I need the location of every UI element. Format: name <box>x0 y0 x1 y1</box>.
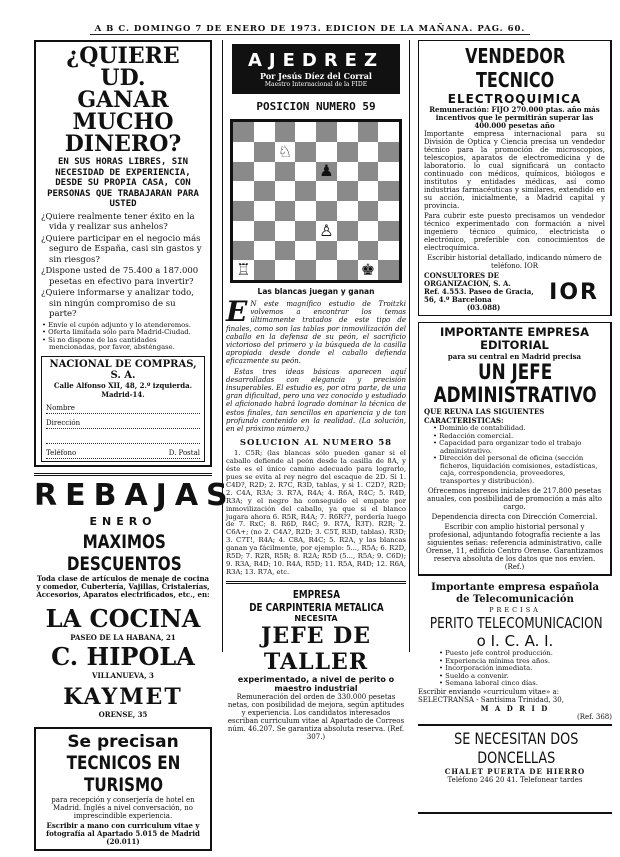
chess-square-h1 <box>378 260 399 280</box>
chess-square-g3 <box>358 221 379 241</box>
chess-square-e8 <box>316 122 337 142</box>
editorial-offer: Ofrecemos ingresos iniciales de 217.800 pesetas anuales, con posibilidad de promoción a más alto cargo. <box>426 487 603 511</box>
vendedor-ref: (03.088) <box>466 303 501 312</box>
chess-square-e2 <box>316 241 337 261</box>
taller-sub: experimentado, a nivel de perito o maestro industrial <box>237 674 395 693</box>
vendedor-subtitle: ELECTROQUIMICA <box>447 92 582 106</box>
chess-square-c1 <box>275 260 296 280</box>
chess-square-f1 <box>337 260 358 280</box>
turismo-contact: Escribir a mano con curriculum vitae y fotografía al Apartado 5.015 de Madrid (20.011) <box>46 820 200 846</box>
chess-square-e5 <box>316 181 337 201</box>
coupon-field-phone[interactable] <box>46 449 200 459</box>
chess-square-d2 <box>295 241 316 261</box>
chess-author: Por Jesús Díez del Corral <box>260 71 372 81</box>
ad-title-line: DINERO? <box>64 131 182 157</box>
column-right <box>418 40 612 814</box>
coupon <box>41 356 205 462</box>
telecom-req: • Experiencia mínima tres años. <box>438 658 612 666</box>
chess-square-a6 <box>233 162 254 182</box>
ad-vendedor-tecnico <box>418 40 612 316</box>
store-name: LA COCINA <box>45 603 201 633</box>
turismo-pre: Se precisan <box>67 731 179 752</box>
chess-intro: N este magnífico estudio de Troitzki volvemos a encontrar los temas últimamente tratados de este tipo de finales, como son las tablas por inmovilización del caballo en la defensa de su peón, el sacrificio victorioso del primero y la búsqueda de la casilla apropiada desde donde el caballo defienda eficazmente su peón. <box>226 300 406 366</box>
vendedor-pay: Remuneración: FIJO 270.000 ptas. año más incentivos que le permitirán superar las 400.000 pesetas año <box>429 105 600 130</box>
chess-square-h3 <box>378 221 399 241</box>
chess-caption: Las blancas juegan y ganan <box>257 287 375 296</box>
chess-square-c7 <box>275 142 296 162</box>
telecom-line3: PRECISA <box>489 606 541 614</box>
chess-square-f5 <box>337 181 358 201</box>
chess-square-c6 <box>275 162 296 182</box>
ad-question: ¿Dispone usted de 75.400 a 187.000 pesetas en efectivo para invertir? <box>41 266 199 287</box>
chess-square-g1 <box>358 260 379 280</box>
ad-question: ¿Quiere participar en el negocio más seguro de España, casi sin gastos y sin riesgos? <box>41 233 202 265</box>
chess-title: AJEDREZ <box>247 50 385 71</box>
chess-square-f6 <box>337 162 358 182</box>
chess-square-g6 <box>358 162 379 182</box>
chess-square-d5 <box>295 181 316 201</box>
editorial-contact: Escribir con amplio historial personal y profesional, adjuntando fotografía reciente a las siguientes señas: referencia administrativo, calle Orense, 11, edificio Centro Orense. Garantizamos reserva absoluta de los datos que nos envíen. (Ref.) <box>425 523 604 571</box>
chess-square-h2 <box>378 241 399 261</box>
telecom-req: • Semana laboral cinco días. <box>438 680 612 688</box>
editorial-req-title: QUE REUNA LAS SIGUIENTES CARACTERISTICAS: <box>424 407 545 425</box>
telecom-city: M A D R I D <box>480 703 550 713</box>
telecom-req: • Puesto jefe control producción. <box>438 650 612 658</box>
chess-square-b8 <box>254 122 275 142</box>
store-address: VILLANUEVA, 3 <box>92 670 154 680</box>
turismo-title: TECNICOS EN TURISMO <box>66 751 181 796</box>
chess-square-a5 <box>233 181 254 201</box>
rebajas-body: Toda clase de artículos de menaje de cocina y comedor, Cubertería, Vajillas, Cristalerías, Accesorios, Aparatos electrificados, etc., en: <box>36 573 210 599</box>
ior-logo: IOR <box>549 279 599 305</box>
chess-square-g8 <box>358 122 379 142</box>
chess-square-e3 <box>316 221 337 241</box>
ad-bullet: • Si no dispone de las cantidades mencionadas, por favor, absténgase. <box>41 337 205 352</box>
coupon-field-name[interactable]: Nombre <box>46 404 200 414</box>
chess-square-a8 <box>233 122 254 142</box>
postal-label: D. Postal <box>168 448 200 457</box>
chess-square-b3 <box>254 221 275 241</box>
ad-telecom <box>418 582 612 721</box>
chess-square-a2 <box>233 241 254 261</box>
chess-square-a7 <box>233 142 254 162</box>
chess-square-b5 <box>254 181 275 201</box>
rebajas-headline: MAXIMOS DESCUENTOS <box>66 530 182 575</box>
chess-square-f3 <box>337 221 358 241</box>
vendedor-address: Ref. 4.553. Paseo de Gracia, 56, 4.º Barcelona <box>424 287 534 304</box>
chess-square-d4 <box>295 201 316 221</box>
chess-square-h6 <box>378 162 399 182</box>
rebajas-month: ENERO <box>89 514 157 528</box>
turismo-body: para recepción y conserjería de hotel en Madrid. Inglés a nivel conversación, no imprescindible experiencia. <box>51 795 195 820</box>
rebajas-title: REBAJAS <box>34 477 236 513</box>
chess-square-d3 <box>295 221 316 241</box>
chess-square-f2 <box>337 241 358 261</box>
chess-square-f4 <box>337 201 358 221</box>
solution-text: 1. C5R; (las blancas sólo pueden ganar si el caballo defiende al peón desde la casilla de 8A, y éste es el único camino adecuado para lograrlo, pues se evita al rey negro del escaque de 2D. Si 1. C4D?, R2D; 2. R7C, R3D, tablas, y si 1. C2D?, R2D; 2. C4A, R3A; 3. R7A, R4A; 4. R6A, R4C; 5. R4D, R3A; y el negro ha conseguido el empate por inmovilización del caballo, ya que si el blanco jugara ahora 6. R5R, R4A; 7. R6R??, perdería luego de 7. RxC; 8. R6D, R4C; 9. R7A, R3T). R2R; 2. C6A+; (no 2. C4A?, R2D; 3. C5T, R3D, tablas). R3D; 3. C7T!, R4A; 4. C8A, R4C; 5. R2A, y las blancas ganan ya fácilmente, por ejemplo: 5..., R5A; 6. R2D, R5D; 7. R2R, R5R; 8. R2A; R5D (5..., R5A; 9. C6D); 9. R3A, R4D; 10. R4A, R5D; 11. R5A, R4D; 12. R6A, R3A; 13. R7A, etc. <box>226 449 406 576</box>
coupon-field-address[interactable]: Dirección <box>46 419 200 429</box>
ad-title-line: ¿QUIERE UD. <box>66 43 180 91</box>
column-left <box>34 40 236 857</box>
store-address: ORENSE, 35 <box>98 709 148 719</box>
chess-square-e4 <box>316 201 337 221</box>
chess-square-c2 <box>275 241 296 261</box>
solution-title: SOLUCION AL NUMERO 58 <box>239 438 393 449</box>
chess-square-b7 <box>254 142 275 162</box>
chess-square-g4 <box>358 201 379 221</box>
page-header: A B C. DOMINGO 7 DE ENERO DE 1973. EDICION DE LA MAÑANA. PAG. 60. <box>90 24 530 35</box>
editorial-req: • Dirección del personal de oficina (sección ficheros, liquidación comisiones, estadísticas, caja, correspondencia, proveedores, transportes y distribución). <box>432 455 605 485</box>
chess-square-h4 <box>378 201 399 221</box>
chess-square-c3 <box>275 221 296 241</box>
ad-question: ¿Quiere realmente tener éxito en la vida y realizar sus anhelos? <box>41 211 195 232</box>
chess-square-f8 <box>337 122 358 142</box>
phone-label: Teléfono <box>46 448 77 457</box>
chess-piece-e3: ♙ <box>319 220 334 240</box>
chess-board <box>230 119 402 283</box>
chess-square-e7 <box>316 142 337 162</box>
telecom-req: • Incorporación inmediata. <box>438 665 612 673</box>
position-title: POSICION NUMERO 59 <box>256 100 376 113</box>
editorial-headline: UN JEFE ADMINISTRATIVO <box>433 360 597 407</box>
editorial-dep: Dependencia directa con Dirección Comercial. <box>431 513 598 521</box>
ad-question: ¿Quiere informarse y analizar todo, sin ningún compromiso de su parte? <box>41 288 195 319</box>
coupon-company: NACIONAL DE COMPRAS, S. A. <box>49 358 197 381</box>
doncellas-sub: CHALET PUERTA DE HIERRO <box>444 766 586 776</box>
telecom-line2: de Telecomunicación <box>456 594 574 605</box>
store-name: C. HIPOLA <box>51 641 195 671</box>
chess-square-e1 <box>316 260 337 280</box>
chess-piece-g1: ♚ <box>360 260 376 280</box>
doncellas-phone: Teléfono 246 20 41. Telefonear tardes <box>447 775 583 784</box>
chess-author-title: Maestro Internacional de la FIDE <box>264 81 368 88</box>
chess-square-h7 <box>378 142 399 162</box>
store-address: PASEO DE LA HABANA, 21 <box>70 632 176 642</box>
chess-piece-c7: ♘ <box>277 141 293 161</box>
chess-banner <box>232 44 400 94</box>
ad-turismo <box>34 727 212 851</box>
chess-intro-2: Estas tres ideas básicas aparecen aquí desarrolladas con elegancia y precisión insuperables. El estudio es, por otra parte, de una gran dificultad, pero una vez conocido y estudiado el aficionado habrá logrado dominar la técnica de estos finales, tan sencillos en apariencia y de tan profundo contenido en la realidad. (La solución, en el próximo número.) <box>226 367 406 434</box>
vendedor-body-3: Escribir historial detallado, indicando número de teléfono. IOR <box>427 254 602 270</box>
telecom-contact: Escribir enviando «curriculum vitae» a: SELECTRANSA - Santísima Trinidad, 30, <box>418 687 564 704</box>
ad-title-line: GANAR MUCHO <box>72 87 174 135</box>
chess-square-c8 <box>275 122 296 142</box>
chess-square-c4 <box>275 201 296 221</box>
chess-square-d6 <box>295 162 316 182</box>
chess-square-d8 <box>295 122 316 142</box>
chess-square-d7 <box>295 142 316 162</box>
chess-square-b1 <box>254 260 275 280</box>
chess-square-b2 <box>254 241 275 261</box>
editorial-req: • Dominio de contabilidad. <box>432 425 605 433</box>
vendedor-title: VENDEDOR TECNICO <box>465 44 566 92</box>
store-name: KAYMET <box>63 683 183 710</box>
ad-jefe-taller <box>226 588 406 741</box>
taller-line2: DE CARPINTERIA METALICA <box>249 600 385 614</box>
ad-ganar-dinero <box>34 40 212 467</box>
vendedor-body-2: Para cubrir este puesto precisamos un vendedor técnico experimentado con formación a nivel ingeniero técnico químico, electricista o electrónico, preferible con conocimientos de electroquímica. <box>424 212 605 252</box>
chess-square-a3 <box>233 221 254 241</box>
chess-square-g2 <box>358 241 379 261</box>
telecom-title-2: o I. C. A. I. <box>476 632 554 650</box>
chess-square-c5 <box>275 181 296 201</box>
chess-square-g7 <box>358 142 379 162</box>
taller-body: Remuneración del orden de 330.000 pesetas netas, con posibilidad de mejora, según aptitudes y experiencia. Los candidatos interesados escriban curriculum vitae al Apartado de Correos núm. 46.207. Se garantiza absoluta reserva. (Ref. 307.) <box>227 692 405 741</box>
ad-rebajas <box>34 477 236 719</box>
ad-bullet: • Oferta limitada sólo para Madrid-Ciudad. <box>41 329 205 337</box>
chess-square-d1 <box>295 260 316 280</box>
doncellas-title: SE NECESITAN DOS DONCELLAS <box>453 728 579 767</box>
chess-square-a4 <box>233 201 254 221</box>
ad-editorial <box>418 322 612 576</box>
chess-square-b4 <box>254 201 275 221</box>
chess-square-h8 <box>378 122 399 142</box>
coupon-field-address-2[interactable] <box>46 434 200 444</box>
taller-title: JEFE DE TALLER <box>260 622 372 675</box>
taller-line3: NECESITA <box>294 613 338 623</box>
chess-square-g5 <box>358 181 379 201</box>
editorial-pre: para su central en Madrid precisa <box>447 352 582 361</box>
ad-doncellas <box>418 724 612 814</box>
chess-square-f7 <box>337 142 358 162</box>
editorial-title: IMPORTANTE EMPRESA EDITORIAL <box>439 325 590 352</box>
telecom-line1: Importante empresa española <box>431 582 599 593</box>
drop-cap: E <box>226 295 248 328</box>
chess-square-a1 <box>233 260 254 280</box>
chess-piece-a1: ♖ <box>236 260 251 280</box>
coupon-address: Calle Alfonso XII, 48, 2.º izquierda. Madrid-14. <box>53 380 193 399</box>
telecom-title: PERITO TELECOMUNICACION <box>429 614 603 632</box>
chess-square-h5 <box>378 181 399 201</box>
vendedor-body: Importante empresa internacional para su División de Optica y Ciencia precisa un vendedor técnico para la promoción de microscopios, telescopios, aparatos de electromedicina y de laboratorio. lo cual significará un contacto continuado con médicos, químicos, biólogos e institutos y entidades médicas, así como industrias farmacéuticas y similares, extendido en su acción, inicialmente, a Madrid capital y provincia. <box>424 130 605 210</box>
telecom-ref: (Ref. 368) <box>576 712 612 721</box>
editorial-req: • Redacción comercial. <box>432 433 605 441</box>
ad-bullet: • Envíe el cupón adjunto y lo atenderemos. <box>41 322 205 330</box>
chess-square-b6 <box>254 162 275 182</box>
telecom-req: • Sueldo a convenir. <box>438 673 612 681</box>
ad-subtitle: EN SUS HORAS LIBRES, SIN NECESIDAD DE EXPERIENCIA, DESDE SU PROPIA CASA, CON PERSONAS QUE TRABAJARAN PARA USTED <box>47 157 199 209</box>
chess-piece-e6: ♟ <box>319 161 334 181</box>
chess-square-e6 <box>316 162 337 182</box>
editorial-req: • Capacidad para organizar todo el trabajo administrativo. <box>432 440 605 455</box>
vendedor-company: CONSULTORES DE ORGANIZACION, S. A. <box>424 271 511 288</box>
column-middle <box>222 40 410 741</box>
taller-line1: EMPRESA <box>293 587 341 601</box>
